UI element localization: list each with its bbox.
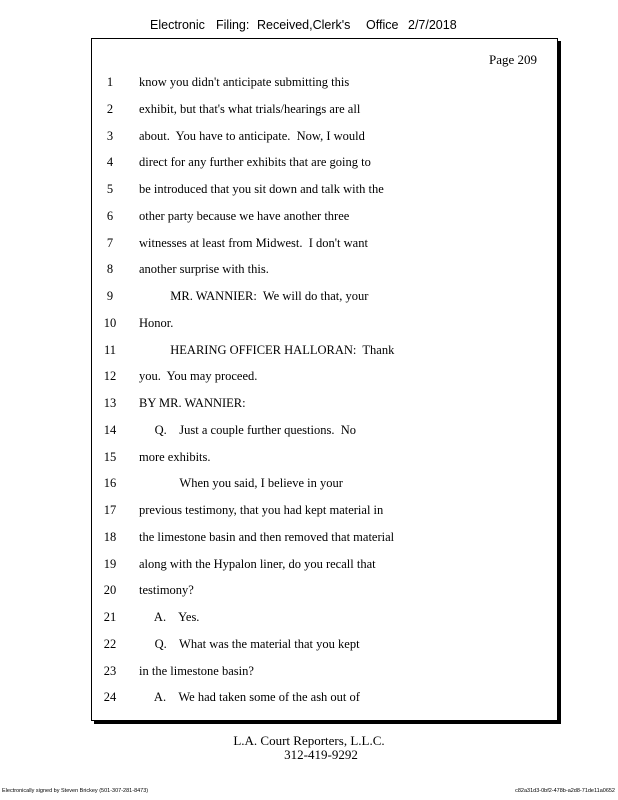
filing-header-word: Electronic <box>150 18 205 32</box>
line-number: 7 <box>106 235 114 250</box>
filing-header-date: 2/7/2018 <box>408 18 457 32</box>
line-number: 14 <box>103 422 117 437</box>
transcript-line <box>92 316 557 336</box>
line-text: MR. WANNIER: We will do that, your <box>139 289 369 303</box>
line-number: 16 <box>103 476 117 491</box>
line-number: 1 <box>106 75 114 89</box>
transcript-line <box>92 209 557 229</box>
line-number: 24 <box>103 690 117 705</box>
line-number: 18 <box>103 529 117 544</box>
line-text: Q. Just a couple further questions. No <box>139 422 356 437</box>
line-number: 4 <box>106 155 114 170</box>
transcript-line <box>92 155 557 175</box>
footer-company: L.A. Court Reporters, L.L.C. <box>233 733 385 748</box>
line-number: 20 <box>103 583 117 598</box>
line-text: BY MR. WANNIER: <box>139 396 246 410</box>
line-text: the limestone basin and then removed that material <box>139 529 395 544</box>
filing-header-word: Received,Clerk's <box>257 18 351 32</box>
transcript-line <box>92 262 557 282</box>
transcript-line <box>92 369 557 389</box>
transcript-line <box>92 690 557 710</box>
transcript-line <box>92 343 557 363</box>
line-text: When you said, I believe in your <box>139 476 343 491</box>
line-number: 12 <box>103 369 117 384</box>
line-text: in the limestone basin? <box>139 663 254 678</box>
filing-header-word: Office <box>366 18 399 32</box>
line-text: another surprise with this. <box>139 262 269 277</box>
line-text: witnesses at least from Midwest. I don't want <box>139 235 368 250</box>
transcript-line <box>92 476 557 496</box>
line-text: Honor. <box>139 315 174 330</box>
page-number: Page 209 <box>488 52 537 67</box>
transcript-line <box>92 423 557 443</box>
line-number: 5 <box>106 182 114 196</box>
line-text: other party because we have another three <box>139 208 350 223</box>
line-text: you. You may proceed. <box>139 369 258 384</box>
transcript-line <box>92 503 557 523</box>
line-number: 22 <box>103 636 117 651</box>
transcript-line <box>92 182 557 202</box>
transcript-line <box>92 396 557 416</box>
transcript-line <box>92 450 557 470</box>
line-number: 8 <box>106 262 114 277</box>
line-number: 9 <box>106 289 114 303</box>
line-text: HEARING OFFICER HALLORAN: Thank <box>139 342 395 357</box>
transcript-line <box>92 637 557 657</box>
filing-header-word: Filing: <box>216 18 250 32</box>
transcript-line <box>92 530 557 550</box>
line-text: exhibit, but that's what trials/hearings are all <box>139 101 361 116</box>
transcript-line <box>92 129 557 149</box>
transcript-line <box>92 289 557 309</box>
transcript-line <box>92 102 557 122</box>
line-text: know you didn't anticipate submitting this <box>139 75 350 89</box>
line-text: A. We had taken some of the ash out of <box>139 690 360 705</box>
line-number: 17 <box>103 503 117 517</box>
line-text: direct for any further exhibits that are going to <box>139 155 371 170</box>
line-number: 2 <box>106 101 114 116</box>
line-number: 11 <box>103 342 117 357</box>
line-number: 3 <box>106 128 114 143</box>
transcript-line <box>92 664 557 684</box>
transcript-page <box>91 38 558 721</box>
line-number: 10 <box>103 315 117 330</box>
transcript-line <box>92 610 557 630</box>
transcript-line <box>92 236 557 256</box>
line-text: more exhibits. <box>139 449 211 464</box>
signature-left: Electronically signed by Steven Brickey (501-307-281-8473) <box>2 788 149 794</box>
line-text: about. You have to anticipate. Now, I would <box>139 128 365 143</box>
line-number: 6 <box>106 208 114 223</box>
line-text: A. Yes. <box>139 610 200 624</box>
footer-phone: 312-419-9292 <box>284 747 358 762</box>
line-text: be introduced that you sit down and talk with the <box>139 182 384 196</box>
signature-right: c82a31d3-0bf2-478b-a2d8-71de11a0652 <box>515 788 615 794</box>
line-text: previous testimony, that you had kept material in <box>139 503 384 517</box>
filing-header <box>150 18 470 38</box>
line-number: 13 <box>103 396 117 410</box>
line-text: Q. What was the material that you kept <box>139 636 360 651</box>
line-number: 15 <box>103 449 117 464</box>
line-number: 21 <box>103 610 117 624</box>
transcript-line <box>92 557 557 577</box>
transcript-line <box>92 583 557 603</box>
line-text: testimony? <box>139 583 194 598</box>
transcript-line <box>92 75 557 95</box>
line-number: 23 <box>103 663 117 678</box>
line-number: 19 <box>103 556 117 571</box>
line-text: along with the Hypalon liner, do you recall that <box>139 556 376 571</box>
